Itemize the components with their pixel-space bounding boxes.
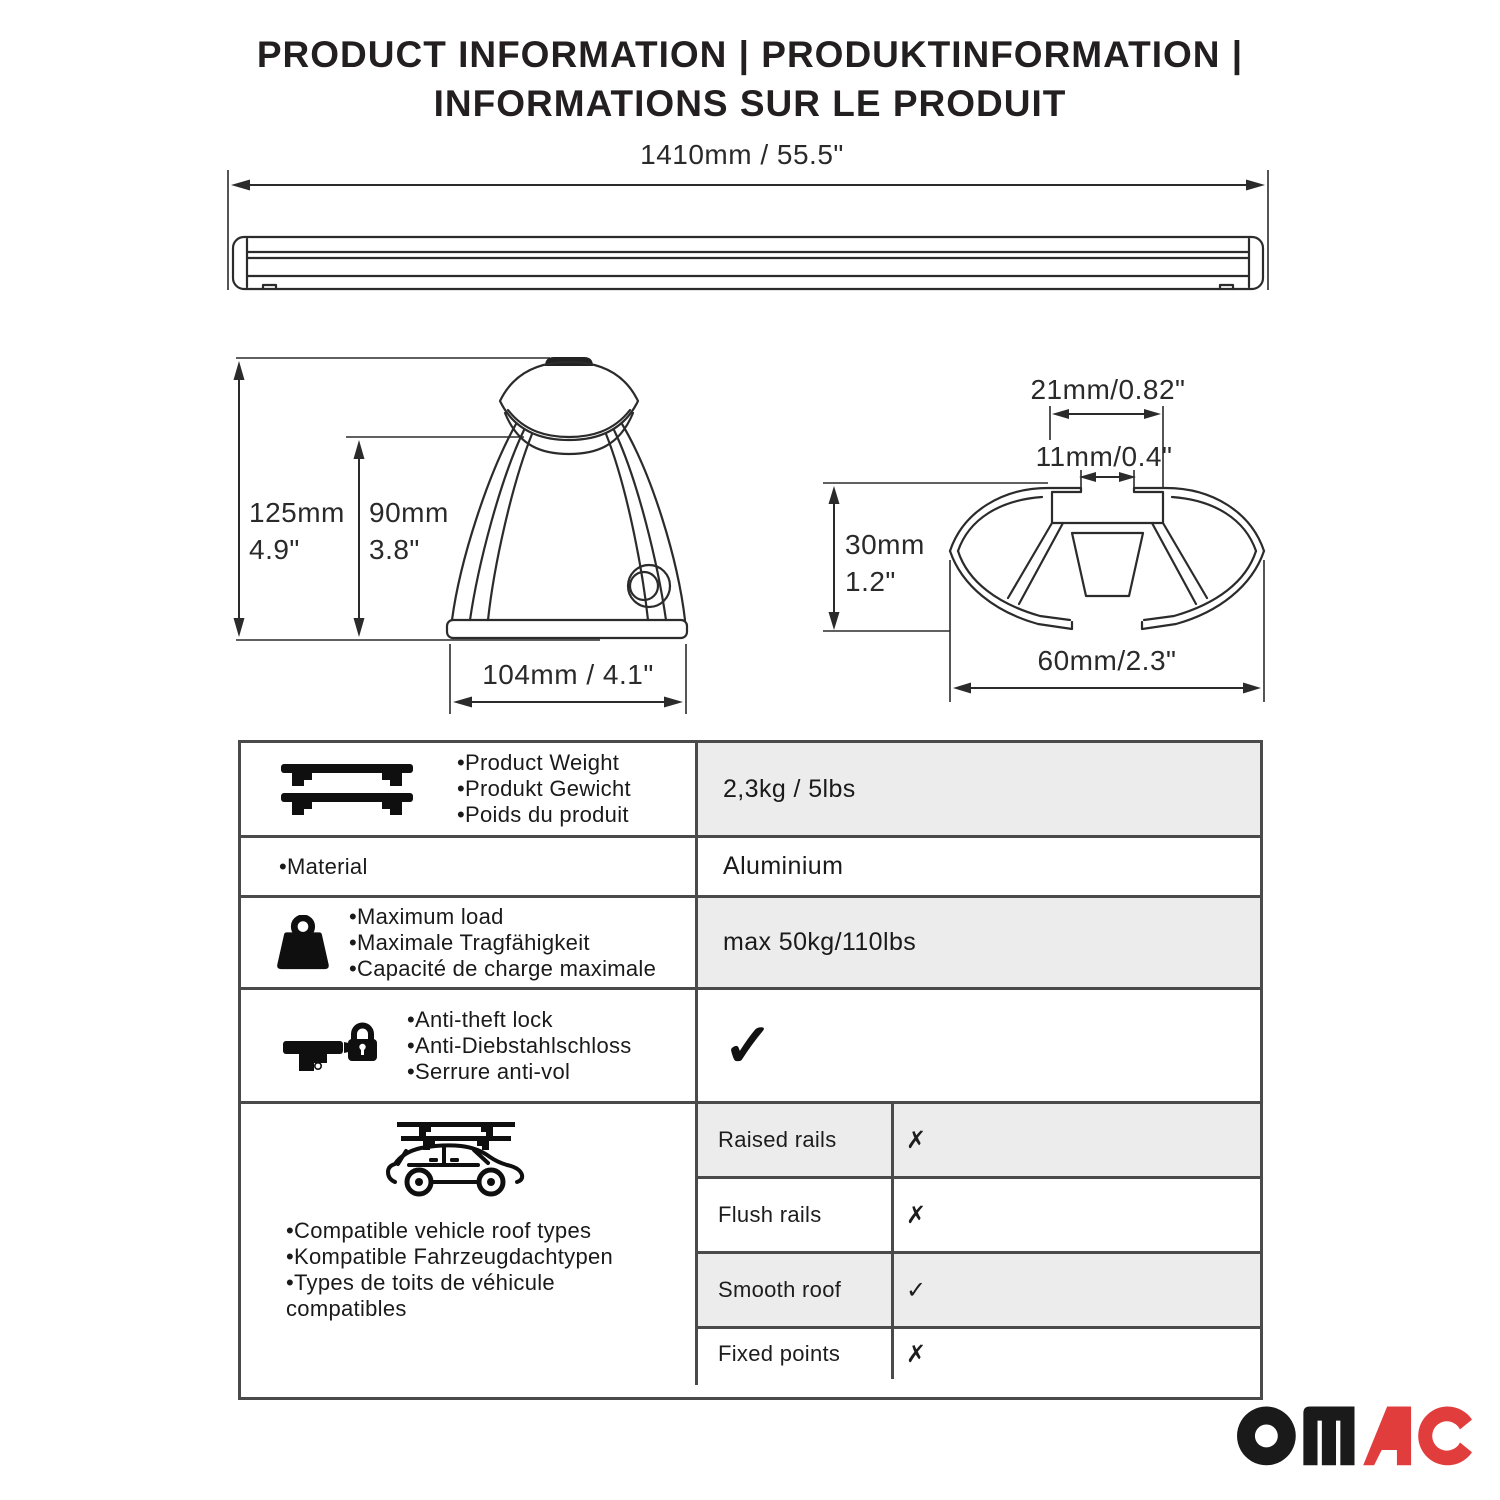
anti-theft-value	[698, 990, 1260, 1101]
roof-types-labels	[286, 1218, 613, 1322]
roof-types-label-cell	[241, 1104, 698, 1385]
crossbar-length-label: 1410mm / 55.5"	[640, 139, 844, 170]
table-row-max-load	[241, 895, 1260, 987]
mount-total-height-mm: 125mm	[249, 497, 345, 528]
profile-cavity-width-label: 21mm/0.82"	[1030, 374, 1186, 405]
product-weight-label-cell	[241, 743, 698, 835]
product-weight-value: 2,3kg / 5lbs	[698, 743, 1260, 835]
table-row-material	[241, 835, 1260, 895]
max-load-labels	[349, 904, 656, 982]
raised-rails-label: Raised rails	[698, 1104, 894, 1176]
crossbar-length-diagram	[210, 128, 1300, 312]
anti-theft-labels	[407, 1007, 632, 1085]
fixed-points-value: ✗	[906, 1340, 927, 1368]
material-value: Aluminium	[723, 852, 844, 880]
product-weight-labels	[457, 750, 631, 828]
label-product-weight-fr: •Poids du produit	[457, 802, 629, 827]
profile-slot-width-label: 11mm/0.4"	[1035, 441, 1173, 472]
label-roof-types-de: •Kompatible Fahrzeugdachtypen	[286, 1244, 614, 1269]
mount-side-view-diagram	[225, 345, 705, 725]
label-anti-theft-fr: •Serrure anti-vol	[407, 1058, 571, 1084]
subrow-raised-rails	[698, 1104, 1260, 1176]
mount-foot-drawing	[447, 357, 687, 638]
flush-rails-label: Flush rails	[698, 1179, 894, 1251]
label-max-load-de: •Maximale Tragfähigkeit	[349, 929, 590, 955]
label-product-weight-de: •Produkt Gewicht	[457, 776, 631, 801]
label-roof-types-en: •Compatible vehicle roof types	[286, 1218, 592, 1243]
profile-height-mm: 30mm	[845, 529, 925, 560]
material-label-cell	[241, 838, 698, 895]
table-row-roof-types	[241, 1101, 1260, 1385]
anti-theft-lock-icon	[283, 1020, 379, 1072]
omac-logo-black	[1237, 1407, 1354, 1466]
check-mark: ✓	[723, 1011, 774, 1079]
mount-base-width-label: 104mm / 4.1"	[482, 659, 654, 690]
raised-rails-value: ✗	[894, 1104, 1260, 1176]
label-roof-types-fr: •Types de toits de véhicule	[286, 1270, 555, 1295]
mount-inner-height-in: 3.8"	[369, 534, 420, 565]
label-anti-theft-en: •Anti-theft lock	[407, 1006, 553, 1032]
fixed-points-label: Fixed points	[698, 1329, 894, 1379]
weight-icon	[273, 915, 331, 971]
profile-height-in: 1.2"	[845, 566, 896, 597]
omac-logo	[1237, 1406, 1472, 1473]
roof-types-subtable	[698, 1104, 1260, 1385]
car-roof-rack-icon	[381, 1120, 531, 1204]
max-load-label-cell	[241, 898, 698, 987]
mount-total-height-in: 4.9"	[249, 534, 300, 565]
crossbar-drawing	[233, 237, 1263, 289]
subrow-smooth-roof	[698, 1251, 1260, 1326]
label-max-load-en: •Maximum load	[349, 903, 504, 929]
flush-rails-value: ✗	[906, 1201, 927, 1229]
table-row-product-weight	[241, 743, 1260, 835]
material-label: •Material	[279, 853, 368, 879]
label-max-load-fr: •Capacité de charge maximale	[349, 955, 657, 981]
page-title-line1: PRODUCT INFORMATION | PRODUKTINFORMATION |	[256, 34, 1244, 75]
table-row-anti-theft	[241, 987, 1260, 1101]
anti-theft-label-cell	[241, 990, 698, 1101]
label-roof-types-fr-wrap: compatibles	[286, 1296, 407, 1321]
subrow-flush-rails	[698, 1176, 1260, 1251]
spec-table	[238, 740, 1263, 1400]
page-title-line2: INFORMATIONS SUR LE PRODUIT	[433, 83, 1067, 124]
profile-drawing	[950, 488, 1264, 629]
max-load-value: max 50kg/110lbs	[698, 898, 1260, 987]
label-product-weight-en: •Product Weight	[457, 750, 620, 775]
roof-rack-crossbars-icon	[279, 762, 415, 816]
page-title	[0, 30, 1500, 128]
subrow-fixed-points	[698, 1326, 1260, 1379]
omac-logo-red	[1363, 1407, 1472, 1466]
label-anti-theft-de: •Anti-Diebstahlschloss	[407, 1032, 632, 1058]
profile-width-label: 60mm/2.3"	[1037, 645, 1177, 676]
smooth-roof-label: Smooth roof	[698, 1254, 894, 1326]
smooth-roof-value: ✓	[894, 1254, 1260, 1326]
bar-profile-diagram	[810, 365, 1290, 720]
mount-inner-height-mm: 90mm	[369, 497, 449, 528]
